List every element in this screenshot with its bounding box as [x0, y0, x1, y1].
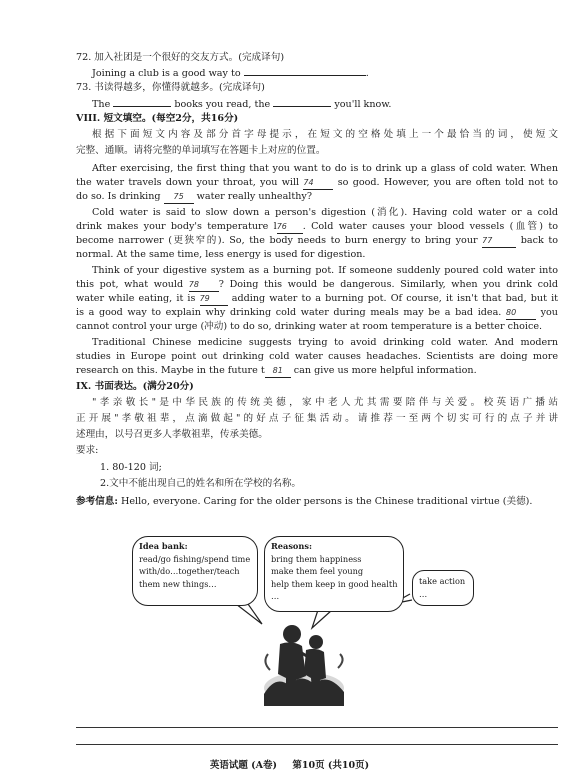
requirement-1: 1. 80-120 词;	[100, 462, 162, 473]
footer-page-number: 第10页 (共10页)	[292, 760, 370, 771]
reasons-line: make them feel young	[271, 566, 364, 576]
idea-bank-line: with/do…together/teach	[139, 566, 240, 576]
passage-line: normal. At the same time, less energy is used for digestion.	[76, 249, 366, 260]
section8-instruction-1: 根据下面短文内容及部分首字母提示，在短文的空格处填上一个最恰当的词，使短文	[92, 129, 558, 140]
reasons-line: …	[271, 591, 280, 601]
blank-80[interactable]: 80	[506, 306, 536, 320]
reference-info: 参考信息: Hello, everyone. Caring for the older persons is the Chinese traditional virtue (美德).	[76, 496, 533, 507]
passage-line: this pot, what would 78 ? Doing this would be dangerous. Similarly, when you drink cold	[76, 279, 558, 290]
reasons-line: help them keep in good health	[271, 578, 398, 589]
passage-line: studies in Europe point out drinking cold water causes headaches. Scientists are doing more	[76, 351, 558, 362]
reasons-line: bring them happiness	[271, 553, 362, 564]
passage-line: drink makes your body's temperature l76 . Cold water causes your blood vessels (血管) to	[76, 221, 558, 232]
reasons-title: Reasons:	[271, 541, 312, 551]
q72-prompt: 72. 加入社团是一个很好的交友方式。(完成译句)	[76, 52, 285, 63]
passage-line: Think of your digestive system as a burning pot. If someone suddenly poured cold water into	[92, 265, 558, 276]
blank-78[interactable]: 78	[189, 278, 219, 292]
q73-prompt: 73. 书读得越多，你懂得就越多。(完成译句)	[76, 82, 265, 93]
reasons-bubble	[264, 536, 404, 612]
passage-line: Cold water is said to slow down a person's digestion (消化). Having cold water or a cold	[92, 207, 558, 218]
q72-sentence: Joining a club is a good way to .	[92, 68, 369, 79]
answer-line[interactable]	[76, 744, 558, 745]
passage-line: become narrower (更狭窄的). So, the body needs to burn energy to bring your 77 back to	[76, 235, 558, 246]
passage-line: is a good way to explain why drinking cold water during meals may be a bad idea. 80 you	[76, 307, 558, 318]
section9-intro-3: 述理由，以号召更多人孝敬祖辈，传承美德。	[76, 429, 268, 440]
passage-line: After exercising, the first thing that you want to do is to drink up a glass of cold water. When	[92, 163, 558, 174]
section8-heading: VIII. 短文填空。(每空2分，共16分)	[76, 113, 239, 124]
passage-line: water while eating, it is 79 adding water to a burning pot. Of course, it isn't that bad, but it	[76, 293, 559, 304]
family-illustration	[256, 614, 352, 708]
take-action-bubble	[412, 570, 474, 606]
take-action-line: take action	[419, 576, 466, 586]
passage-line: the water travels down your throat, you will 74 so good. However, you are often told not to	[76, 177, 558, 188]
section9-intro-2: 正开展"孝敬祖辈，点滴做起"的好点子征集活动。请推荐一至两个切实可行的点子并讲	[76, 413, 558, 424]
blank-76[interactable]: 76	[277, 220, 303, 234]
section9-intro-1: "孝亲敬长"是中华民族的传统美德，家中老人尤其需要陪伴与关爱。校英语广播站	[92, 397, 558, 408]
passage-line: Traditional Chinese medicine suggests trying to avoid drinking cold water. And modern	[92, 337, 558, 348]
blank-79[interactable]: 79	[200, 292, 228, 306]
footer-subject: 英语试题 (A卷)	[209, 760, 278, 771]
passage-line: do so. Is drinking 75 water really unhealthy?	[76, 191, 312, 202]
page-footer	[0, 757, 579, 771]
blank-74[interactable]: 74	[303, 176, 333, 190]
blank-77[interactable]: 77	[482, 234, 516, 248]
section8-instruction-2: 完整、通顺。请将完整的单词填写在答题卡上对应的位置。	[76, 145, 326, 156]
take-action-line: …	[419, 588, 428, 599]
passage-line: cannot control your urge (冲动) to do so, drinking water at room temperature is a better choice.	[76, 321, 543, 332]
section9-heading: IX. 书面表达。(满分20分)	[76, 381, 194, 392]
idea-bank-line: read/go fishing/spend time	[139, 553, 251, 564]
blank-75[interactable]: 75	[164, 190, 194, 204]
requirements-label: 要求:	[76, 445, 99, 456]
idea-bank-line: them new things…	[139, 578, 217, 589]
requirement-2: 2.文中不能出现自己的姓名和所在学校的名称。	[100, 478, 302, 489]
idea-bank-bubble	[132, 536, 258, 606]
passage-line: research on this. Maybe in the future t 81 can give us more helpful information.	[76, 365, 477, 376]
answer-line[interactable]	[76, 727, 558, 728]
blank-81[interactable]: 81	[265, 364, 291, 378]
q73-sentence: The books you read, the you'll know.	[92, 99, 392, 110]
idea-bank-title: Idea bank:	[139, 541, 188, 551]
